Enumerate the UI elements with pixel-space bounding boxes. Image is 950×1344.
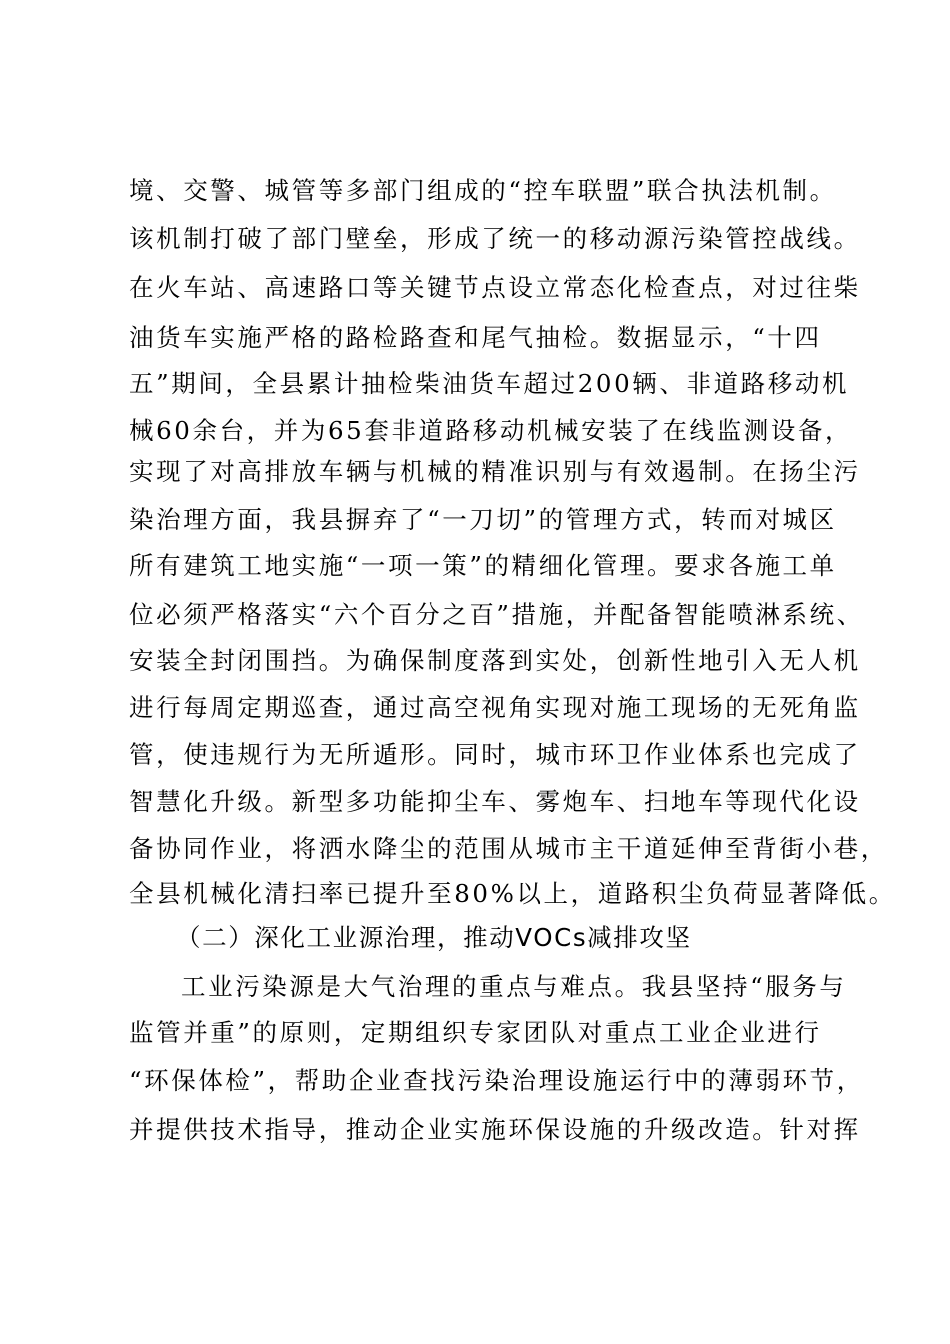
text-line: 安装全封闭围挡。为确保制度落到实处，创新性地引入无人机	[129, 646, 861, 675]
text-line: 境、交警、城管等多部门组成的“控车联盟”联合执法机制。	[129, 176, 837, 205]
text-line: 五”期间，全县累计抽检柴油货车超过200辆、非道路移动机	[129, 369, 850, 398]
text-line: 备协同作业，将洒水降尘的范围从城市主干道延伸至背街小巷，	[129, 834, 888, 863]
text-line: 所有建筑工地实施“一项一策”的精细化管理。要求各施工单	[129, 551, 837, 580]
text-line: 械60余台，并为65套非道路移动机械安装了在线监测设备，	[129, 416, 853, 445]
text-line: 智慧化升级。新型多功能抑尘车、雾炮车、扫地车等现代化设	[129, 787, 861, 816]
text-line: 并提供技术指导，推动企业实施环保设施的升级改造。针对挥	[129, 1115, 861, 1144]
text-line: 全县机械化清扫率已提升至80%以上，道路积尘负荷显著降低。	[129, 879, 896, 908]
text-line: 油货车实施严格的路检路查和尾气抽检。数据显示，“十四	[129, 323, 822, 352]
text-line: “环保体检”，帮助企业查找污染治理设施运行中的薄弱环节，	[129, 1066, 864, 1095]
section-heading-industrial-source: （二）深化工业源治理，推动VOCs减排攻坚	[176, 923, 692, 952]
text-line: 染治理方面，我县摒弃了“一刀切”的管理方式，转而对城区	[129, 505, 837, 534]
text-line: 进行每周定期巡查，通过高空视角实现对施工现场的无死角监	[129, 693, 861, 722]
text-line: 实现了对高排放车辆与机械的精准识别与有效遏制。在扬尘污	[129, 457, 861, 486]
text-line: 工业污染源是大气治理的重点与难点。我县坚持“服务与	[181, 972, 847, 1001]
text-line: 在火车站、高速路口等关键节点设立常态化检查点，对过往柴	[129, 273, 861, 302]
text-line: 监管并重”的原则，定期组织专家团队对重点工业企业进行	[129, 1018, 822, 1047]
text-line: 位必须严格落实“六个百分之百”措施，并配备智能喷淋系统、	[129, 600, 864, 629]
text-line: 该机制打破了部门壁垒，形成了统一的移动源污染管控战线。	[129, 224, 861, 253]
text-line: 管，使违规行为无所遁形。同时，城市环卫作业体系也完成了	[129, 740, 861, 769]
